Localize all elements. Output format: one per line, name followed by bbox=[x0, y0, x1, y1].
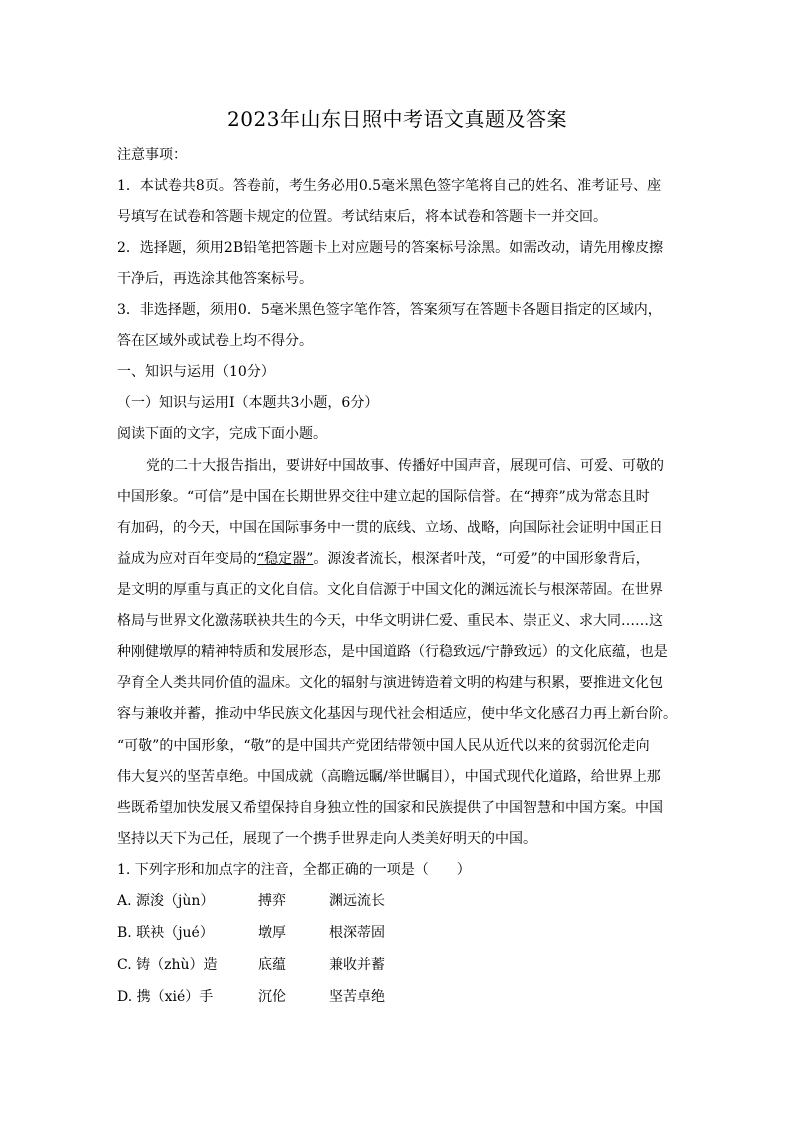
option-phrase: 坚苦卓绝 bbox=[329, 989, 385, 1005]
page-title: 2023年山东日照中考语文真题及答案 bbox=[227, 107, 567, 131]
passage-line: 些既希望加快发展又希望保持自身独立性的国家和民族提供了中国智慧和中国方案。中国 bbox=[117, 800, 663, 816]
answer-option-d bbox=[117, 987, 677, 1007]
option-label: A. 源浚（jùn） bbox=[117, 893, 215, 909]
reading-instruction: 阅读下面的文字，完成下面小题。 bbox=[117, 426, 327, 442]
passage-line: “可敬”的中国形象，“敬”的是中国共产党团结带领中国人民从近代以来的贫弱沉伦走向 bbox=[117, 738, 650, 754]
passage-text: 。源浚者流长，根深者叶茂，“可爱”的中国形象背后， bbox=[313, 551, 650, 567]
option-word: 墩厚 bbox=[258, 925, 286, 941]
passage-line: 有加码，的今天，中国在国际事务中一贯的底线、立场、战略，向国际社会证明中国正日 bbox=[117, 520, 663, 536]
option-phrase: 兼收并蓄 bbox=[329, 957, 385, 973]
passage-line: 中国形象。“可信”是中国在长期世界交往中建立起的国际信誉。在“搏弈”成为常态且时 bbox=[117, 489, 650, 505]
notice-line: 干净后，再选涂其他答案标号。 bbox=[117, 271, 313, 287]
passage-line: 是文明的厚重与真正的文化自信。文化自信源于中国文化的渊远流长与根深蒂固。在世界 bbox=[117, 582, 663, 598]
passage-line: 种刚健墩厚的精神特质和发展形态，是中国道路（行稳致远/宁静致远）的文化底蕴，也是 bbox=[117, 644, 668, 660]
option-label: B. 联袂（jué） bbox=[117, 925, 214, 941]
passage-line: 孕育全人类共同价值的温床。文化的辐射与演进铸造着文明的构建与积累，要推进文化包 bbox=[117, 675, 663, 691]
option-word: 底蕴 bbox=[258, 957, 286, 973]
passage-line: 坚持以天下为己任，展现了一个携手世界走向人类美好明天的中国。 bbox=[117, 831, 537, 847]
option-phrase: 渊远流长 bbox=[329, 893, 385, 909]
passage-text: 益成为应对百年变局的 bbox=[117, 551, 257, 567]
notice-line: 2．选择题，须用2B铅笔把答题卡上对应题号的答案标号涂黑。如需改动，请先用橡皮擦 bbox=[117, 240, 664, 256]
answer-option-b bbox=[117, 923, 677, 943]
passage-line: 格局与世界文化激荡联袂共生的今天，中华文明讲仁爱、重民本、崇正义、求大同……这 bbox=[117, 613, 663, 629]
section-sub-heading: （一）知识与运用Ⅰ（本题共3小题，6分） bbox=[117, 395, 379, 411]
section-heading: 一、知识与运用（10分） bbox=[117, 364, 275, 380]
notice-line: 答在区域外或试卷上均不得分。 bbox=[117, 333, 313, 349]
option-word: 沉伦 bbox=[258, 989, 286, 1005]
option-label: D. 携（xié）手 bbox=[117, 989, 214, 1005]
option-word: 搏弈 bbox=[258, 893, 286, 909]
question-stem: 1. 下列字形和加点字的注音，全都正确的一项是（ ） bbox=[117, 862, 471, 878]
notice-line: 号填写在试卷和答题卡规定的位置。考试结束后，将本试卷和答题卡一并交回。 bbox=[117, 209, 607, 225]
underlined-phrase: “稳定器” bbox=[257, 551, 314, 567]
answer-option-a bbox=[117, 891, 677, 911]
passage-line: 党的二十大报告指出，要讲好中国故事、传播好中国声音，展现可信、可爱、可敬的 bbox=[146, 458, 664, 474]
passage-line: 容与兼收并蓄，推动中华民族文化基因与现代社会相适应，使中华文化感召力再上新台阶。 bbox=[117, 706, 677, 722]
option-phrase: 根深蒂固 bbox=[329, 925, 385, 941]
answer-option-c bbox=[117, 955, 677, 975]
notice-line: 3．非选择题，须用0．5毫米黑色签字笔作答，答案须写在答题卡各题目指定的区域内， bbox=[117, 302, 662, 318]
passage-line bbox=[117, 549, 677, 569]
notice-heading: 注意事项： bbox=[117, 147, 187, 163]
passage-line: 伟大复兴的坚苦卓绝。中国成就（高瞻远瞩/举世瞩目），中国式现代化道路，给世界上那 bbox=[117, 769, 661, 785]
option-label: C. 铸（zhù）造 bbox=[117, 957, 218, 973]
notice-line: 1．本试卷共8页。答卷前，考生务必用0.5毫米黑色签字笔将自己的姓名、准考证号、座 bbox=[117, 178, 662, 194]
